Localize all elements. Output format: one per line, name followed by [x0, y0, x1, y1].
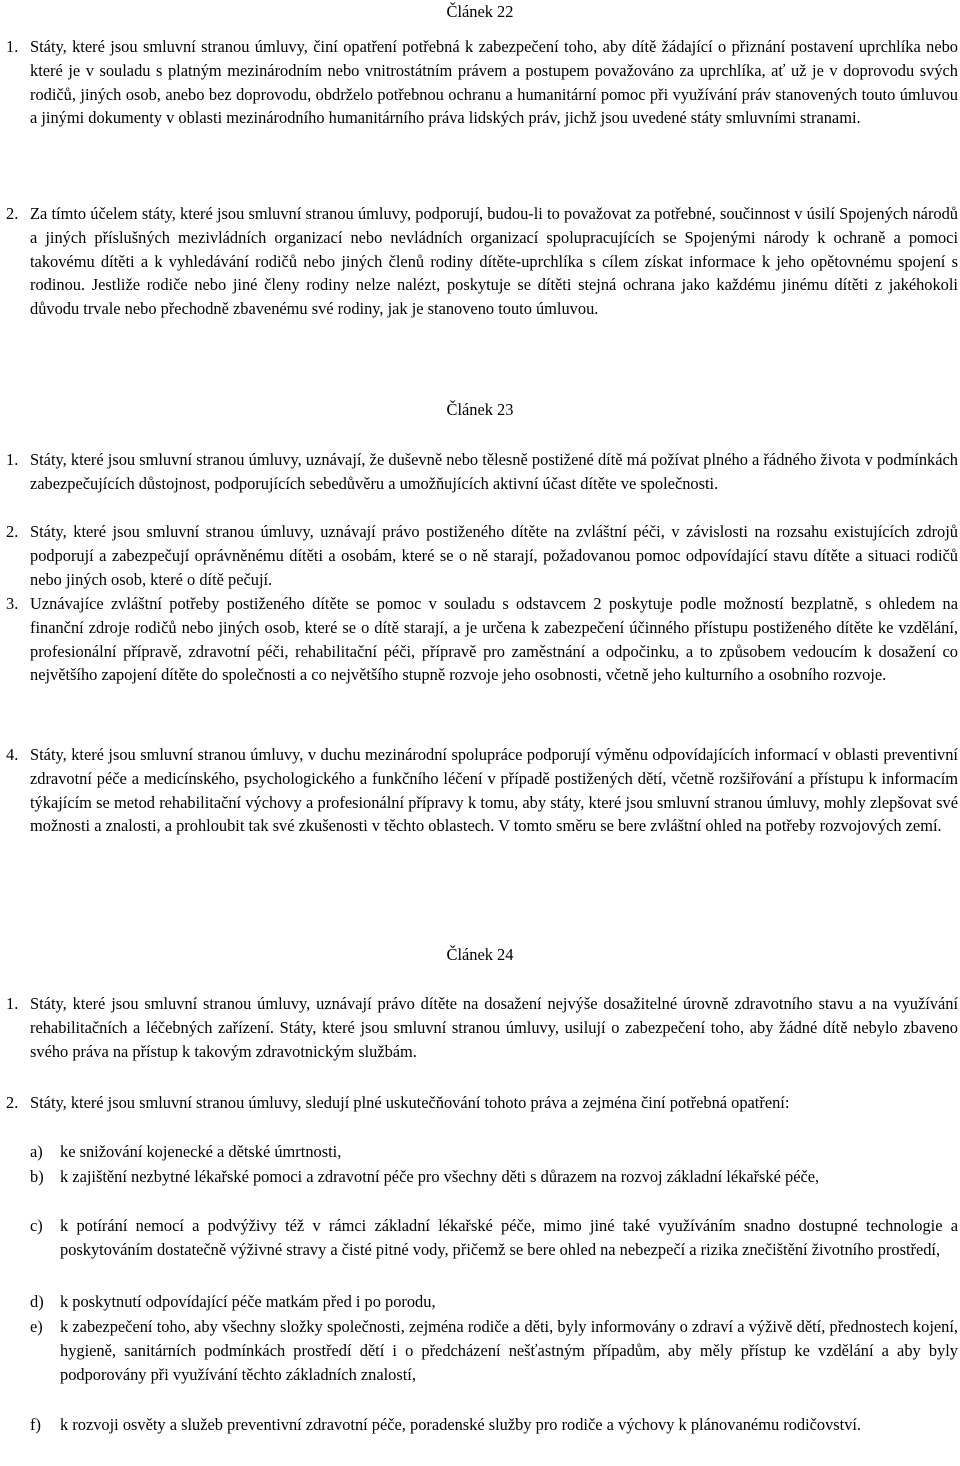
article-23-paragraph-4 — [6, 743, 958, 838]
paragraph-number: 2. — [6, 522, 19, 541]
paragraph-number: 2. — [6, 204, 19, 223]
article-24-paragraph-1 — [6, 992, 958, 1063]
item-text: k rozvoji osvěty a služeb preventivní zdravotní péče, poradenské služby pro rodiče a výchovy k plánovanému rodičovství. — [60, 1415, 862, 1434]
item-letter: a) — [30, 1142, 43, 1161]
paragraph-text: Státy, které jsou smluvní stranou úmluvy, činí opatření potřebná k zabezpečení toho, aby dítě žádající o přiznání postavení uprchlíka nebo které je v souladu s platným mezinárodním nebo vnitrostátním právem a postupem považováno za uprchlíka, ať už je v doprovodu svých rodičů, jiných osob, anebo bez doprovodu, obdrželo potřebnou ochranu a humanitární pomoc při využívání práv stanovených touto úmluvou a jinými dokumenty v oblasti mezinárodního humanitárního práva lidských práv, jichž jsou uvedené státy smluvními stranami. — [30, 37, 958, 128]
paragraph-text: Státy, které jsou smluvní stranou úmluvy, sledují plné uskutečňování tohoto práva a zejména činí potřebná opatření: — [30, 1093, 790, 1112]
item-text: k zajištění nezbytné lékařské pomoci a zdravotní péče pro všechny děti s důrazem na rozvoj základní lékařské péče, — [60, 1167, 820, 1186]
article-23-heading: Článek 23 — [446, 400, 514, 419]
paragraph-number: 4. — [6, 745, 19, 764]
paragraph-text: Státy, které jsou smluvní stranou úmluvy, uznávají právo postiženého dítěte na zvláštní péči, v závislosti na rozsahu existujících zdrojů podporují a zabezpečují oprávněnému dítěti a osobám, které se o ně starají, požadovanou pomoc odpovídající stavu dítěte a situaci rodičů nebo jiných osob, které o dítě pečují. — [30, 522, 958, 589]
paragraph-number: 1. — [6, 37, 19, 56]
paragraph-number: 3. — [6, 594, 19, 613]
paragraph-text: Státy, které jsou smluvní stranou úmluvy, uznávají právo dítěte na dosažení nejvýše dosažitelné úrovně zdravotního stavu a na využívání rehabilitačních a léčebných zařízení. Státy, které jsou smluvní stranou úmluvy, usilují o zabezpečení toho, aby žádné dítě nebylo zbaveno svého práva na přístup k takovým zdravotnickým službám. — [30, 994, 958, 1061]
article-24-item-a — [30, 1140, 958, 1164]
article-24-item-e — [30, 1315, 958, 1386]
article-22-heading: Článek 22 — [446, 2, 514, 21]
article-24-heading: Článek 24 — [446, 945, 514, 964]
article-23-paragraph-2 — [6, 520, 958, 591]
item-text: ke snižování kojenecké a dětské úmrtnosti, — [60, 1142, 342, 1161]
item-letter: f) — [30, 1415, 41, 1434]
item-text: k poskytnutí odpovídající péče matkám před i po porodu, — [60, 1292, 436, 1311]
paragraph-text: Za tímto účelem státy, které jsou smluvní stranou úmluvy, podporují, budou-li to považovat za potřebné, součinnost v úsilí Spojených národů a jiných příslušných mezivládních organizací nebo nevládních organizací spolupracujících se Spojenými národy k ochraně a pomoci takovému dítěti a k vyhledávání rodičů nebo jiných členů rodiny dítěte-uprchlíka s cílem získat informace k jeho opětovnému spojení s rodinou. Jestliže rodiče nebo jiné členy rodiny nelze nalézt, poskytuje se dítěti stejná ochrana jako každému jinému dítěti z jakéhokoli důvodu trvale nebo přechodně zbavenému své rodiny, jak je stanoveno touto úmluvou. — [30, 204, 958, 319]
article-24-item-c — [30, 1214, 958, 1262]
item-letter: c) — [30, 1216, 43, 1235]
paragraph-number: 1. — [6, 994, 19, 1013]
item-letter: d) — [30, 1292, 44, 1311]
article-24-item-d — [30, 1290, 958, 1314]
item-text: k zabezpečení toho, aby všechny složky společnosti, zejména rodiče a děti, byly informovány o zdraví a výživě dětí, přednostech kojení, hygieně, sanitárních podmínkách prostředí dětí i o předcházení nešťastným případům, aby měly přístup ke vzdělání a aby byly podporovány při využívání těchto základních znalostí, — [60, 1317, 958, 1384]
item-letter: b) — [30, 1167, 44, 1186]
paragraph-number: 2. — [6, 1093, 19, 1112]
article-22-paragraph-1 — [6, 35, 958, 130]
paragraph-text: Uznávajíce zvláštní potřeby postiženého dítěte se pomoc v souladu s odstavcem 2 poskytuje podle možností bezplatně, s ohledem na finanční zdroje rodičů nebo jiných osob, které se o dítě starají, a je určena k zabezpečení účinného přístupu postiženého dítěte ke vzdělání, profesionální přípravě, zdravotní péči, rehabilitační péči, přípravě pro zaměstnání a odpočinku, a to způsobem vedoucím k dosažení co největšího zapojení dítěte do společnosti a co největšího stupně rozvoje jeho osobnosti, včetně jeho kulturního a osobního rozvoje. — [30, 594, 958, 685]
article-24-item-b — [30, 1165, 958, 1189]
article-23-paragraph-3 — [6, 592, 958, 687]
paragraph-text: Státy, které jsou smluvní stranou úmluvy, uznávají, že duševně nebo tělesně postižené dítě má požívat plného a řádného života v podmínkách zabezpečujících důstojnost, podporujících sebedůvěru a umožňujících aktivní účast dítěte ve společnosti. — [30, 450, 958, 493]
item-text: k potírání nemocí a podvýživy též v rámci základní lékařské péče, mimo jiné také využíváním snadno dostupné technologie a poskytováním dostatečně výživné stravy a čisté pitné vody, přičemž se bere ohled na nebezpečí a rizika znečištění životního prostředí, — [60, 1216, 958, 1259]
paragraph-number: 1. — [6, 450, 19, 469]
item-letter: e) — [30, 1317, 43, 1336]
paragraph-text: Státy, které jsou smluvní stranou úmluvy, v duchu mezinárodní spolupráce podporují výměnu odpovídajících informací v oblasti preventivní zdravotní péče a medicínského, psychologického a funkčního léčení v případě postižených dětí, včetně rozšiřování a přístupu k informacím týkajícím se metod rehabilitační výchovy a profesionální přípravy k tomu, aby státy, které jsou smluvní stranou úmluvy, mohly zlepšovat své možnosti a znalosti, a prohloubit tak své zkušenosti v těchto oblastech. V tomto směru se bere zvláštní ohled na potřeby rozvojových zemí. — [30, 745, 958, 836]
article-24-item-f — [30, 1413, 958, 1437]
article-24-paragraph-2 — [6, 1091, 958, 1115]
article-22-paragraph-2 — [6, 202, 958, 321]
article-23-paragraph-1 — [6, 448, 958, 496]
